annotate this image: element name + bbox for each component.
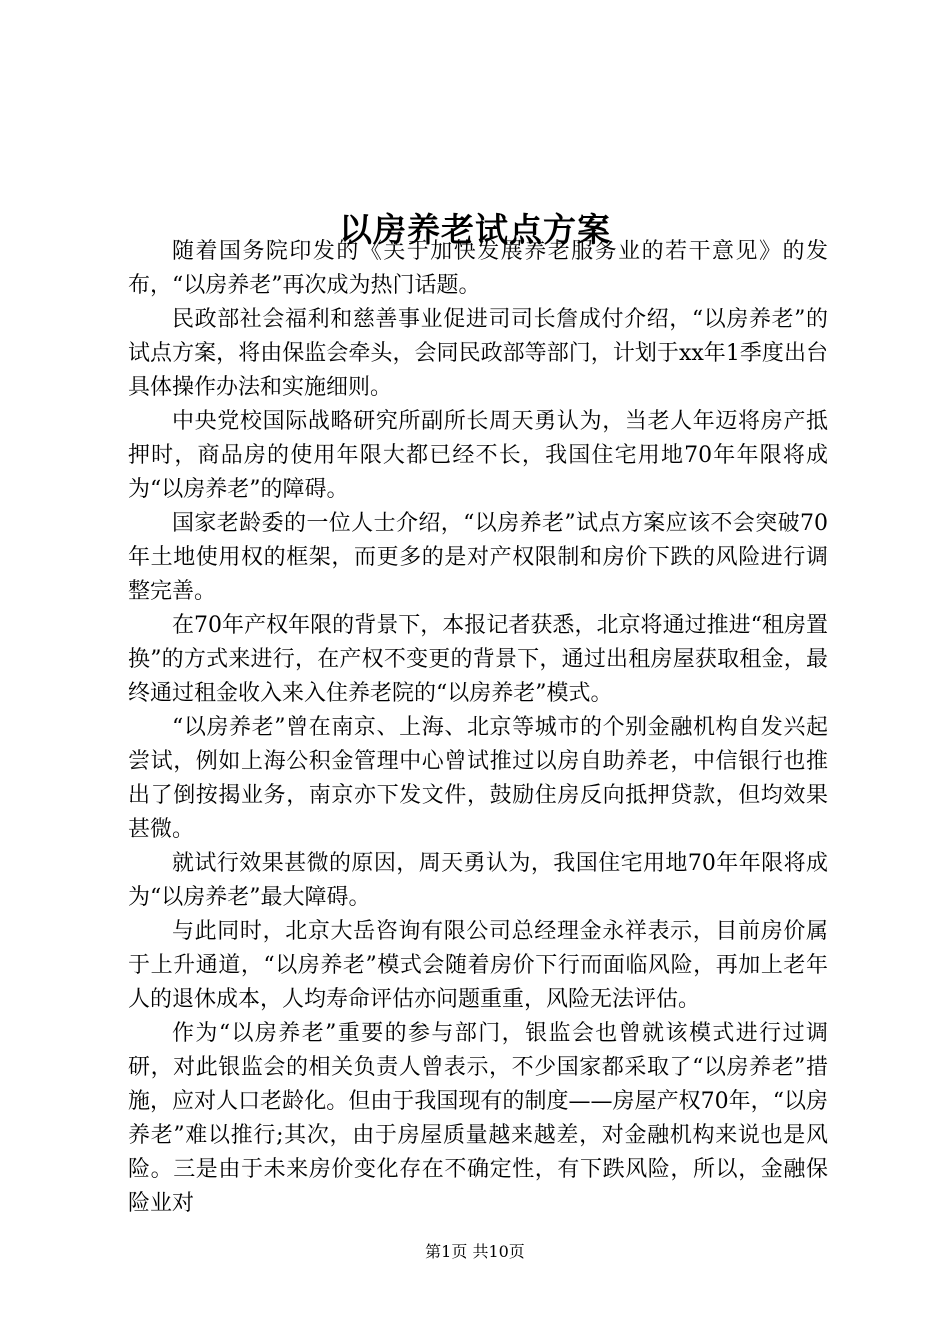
document-title: 以房养老试点方案	[339, 210, 611, 250]
paragraph: 国家老龄委的一位人士介绍，“以房养老”试点方案应该不会突破70年土地使用权的框架，而更多的是对产权限制和房价下跌的风险进行调整完善。	[128, 511, 828, 604]
paragraph: 中央党校国际战略研究所副所长周天勇认为，当老人年迈将房产抵押时，商品房的使用年限大都已经不长，我国住宅用地70年年限将成为“以房养老”的障碍。	[128, 409, 828, 502]
paragraph: 就试行效果甚微的原因，周天勇认为，我国住宅用地70年年限将成为“以房养老”最大障碍。	[128, 851, 828, 910]
paragraph: 在70年产权年限的背景下，本报记者获悉，北京将通过推进“租房置换”的方式来进行，在产权不变更的背景下，通过出租房屋获取租金，最终通过租金收入来入住养老院的“以房养老”模式。	[128, 613, 828, 706]
document-body	[128, 235, 828, 1221]
paragraph: 随着国务院印发的《关于加快发展养老服务业的若干意见》的发布，“以房养老”再次成为热门话题。	[128, 239, 828, 298]
paragraph: 与此同时，北京大岳咨询有限公司总经理金永祥表示，目前房价属于上升通道，“以房养老”模式会随着房价下行而面临风险，再加上老年人的退休成本，人均寿命评估亦问题重重，风险无法评估。	[128, 919, 828, 1012]
paragraph: 作为“以房养老”重要的参与部门，银监会也曾就该模式进行过调研，对此银监会的相关负责人曾表示，不少国家都采取了“以房养老”措施，应对人口老龄化。但由于我国现有的制度——房屋产权70年，“以房养老”难以推行;其次，由于房屋质量越来越差，对金融机构来说也是风险。三是由于未来房价变化存在不确定性，有下跌风险，所以，金融保险业对	[128, 1021, 828, 1216]
page-number-footer: 第1页 共10页	[425, 1242, 525, 1261]
paragraph: “以房养老”曾在南京、上海、北京等城市的个别金融机构自发兴起尝试，例如上海公积金管理中心曾试推过以房自助养老，中信银行也推出了倒按揭业务，南京亦下发文件，鼓励住房反向抵押贷款，但均效果甚微。	[128, 715, 828, 842]
paragraph: 民政部社会福利和慈善事业促进司司长詹成付介绍，“以房养老”的试点方案，将由保监会牵头，会同民政部等部门，计划于xx年1季度出台具体操作办法和实施细则。	[128, 307, 828, 400]
